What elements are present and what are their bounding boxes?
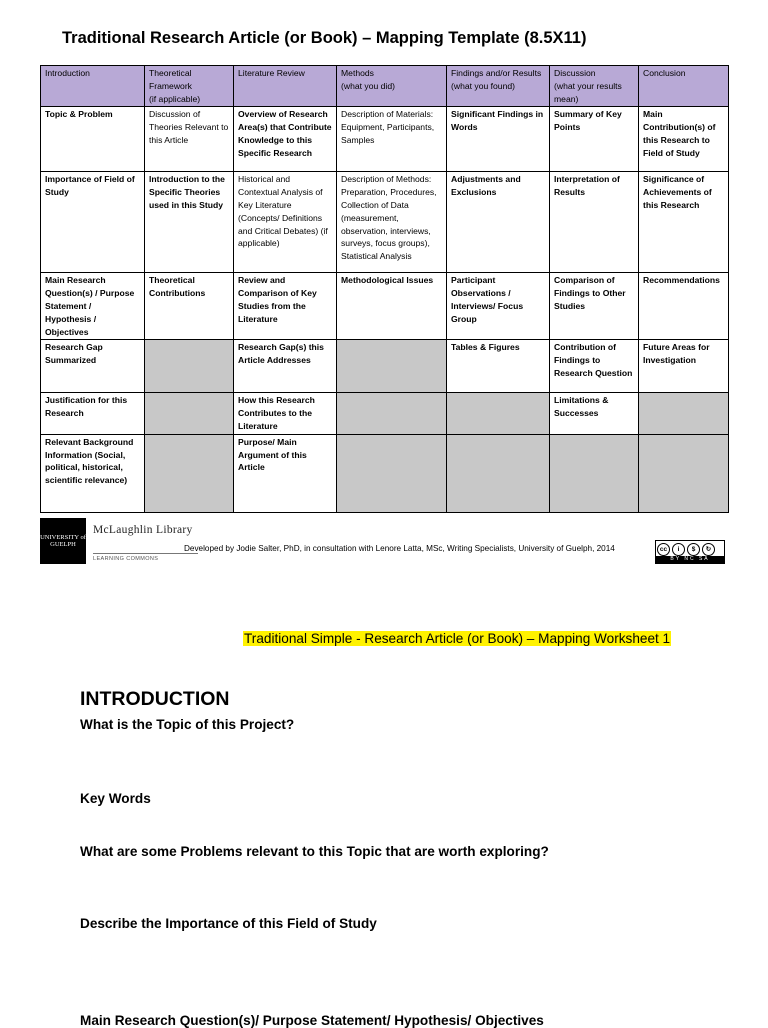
empty-cell [337,340,447,393]
section-heading: INTRODUCTION [80,688,230,710]
table-cell: Future Areas for Investigation [639,340,729,393]
noncommercial-icon: $ [687,543,700,556]
table-cell: Comparison of Findings to Other Studies [550,273,639,340]
table-cell: Theoretical Contributions [145,273,234,340]
empty-cell [550,434,639,512]
table-row [41,434,729,512]
library-logo [40,518,200,566]
license-terms: BY NC SA [656,556,724,563]
logo-divider [93,553,198,554]
table-cell: Discussion of Theories Relevant to this Article [145,107,234,172]
table-cell: Tables & Figures [447,340,550,393]
attribution-icon: i [672,543,685,556]
table-cell: How this Research Contributes to the Literature [234,393,337,434]
table-cell: Topic & Problem [41,107,145,172]
table-cell: Summary of Key Points [550,107,639,172]
table-cell: Interpretation of Results [550,172,639,273]
table-row [41,172,729,273]
table-cell: Historical and Contextual Analysis of Key Literature (Concepts/ Definitions and Critical Debates) (if applicable) [234,172,337,273]
empty-cell [145,434,234,512]
header-methods: Methods (what you did) [337,66,447,107]
empty-cell [337,434,447,512]
empty-cell [639,434,729,512]
worksheet-title: Traditional Simple - Research Article (or Book) – Mapping Worksheet 1 [244,631,671,646]
table-cell: Research Gap Summarized [41,340,145,393]
table-cell: Main Research Question(s) / Purpose Statement / Hypothesis / Objectives [41,273,145,340]
table-row [41,273,729,340]
table-header-row [41,66,729,107]
table-cell: Recommendations [639,273,729,340]
table-cell: Significance of Achievements of this Research [639,172,729,273]
question-research-questions: Main Research Question(s)/ Purpose Statement/ Hypothesis/ Objectives [80,1013,544,1028]
table-cell: Justification for this Research [41,393,145,434]
table-cell: Overview of Research Area(s) that Contribute Knowledge to this Specific Research [234,107,337,172]
table-cell: Relevant Background Information (Social, political, historical, scientific relevance) [41,434,145,512]
empty-cell [145,393,234,434]
empty-cell [447,393,550,434]
table-cell: Participant Observations / Interviews/ Focus Group [447,273,550,340]
question-key-words: Key Words [80,791,151,806]
sharealike-icon: ↻ [702,543,715,556]
empty-cell [145,340,234,393]
table-cell: Methodological Issues [337,273,447,340]
table-cell: Adjustments and Exclusions [447,172,550,273]
table-cell: Description of Materials: Equipment, Participants, Samples [337,107,447,172]
mapping-table [40,65,729,513]
header-theoretical-framework: Theoretical Framework (if applicable) [145,66,234,107]
library-name: McLaughlin Library [93,524,193,536]
table-cell: Purpose/ Main Argument of this Article [234,434,337,512]
document-title: Traditional Research Article (or Book) – Mapping Template (8.5X11) [62,29,587,47]
table-cell: Contribution of Findings to Research Question [550,340,639,393]
creative-commons-badge [655,540,725,564]
empty-cell [447,434,550,512]
table-cell: Main Contribution(s) of this Research to Field of Study [639,107,729,172]
cc-icon: cc [657,543,670,556]
table-cell: Review and Comparison of Key Studies from the Literature [234,273,337,340]
header-findings: Findings and/or Results (what you found) [447,66,550,107]
header-introduction: Introduction [41,66,145,107]
table-row [41,107,729,172]
question-problems: What are some Problems relevant to this Topic that are worth exploring? [80,844,549,859]
table-cell: Description of Methods: Preparation, Procedures, Collection of Data (measurement, observation, interviews, surveys, focus groups), Statistical Analysis [337,172,447,273]
library-subtitle: LEARNING COMMONS [93,556,159,562]
table-row [41,393,729,434]
table-cell: Significant Findings in Words [447,107,550,172]
university-logo-mark: UNIVERSITY of GUELPH [40,518,86,564]
table-cell: Introduction to the Specific Theories used in this Study [145,172,234,273]
table-cell: Research Gap(s) this Article Addresses [234,340,337,393]
table-cell: Importance of Field of Study [41,172,145,273]
question-importance: Describe the Importance of this Field of Study [80,916,377,931]
empty-cell [337,393,447,434]
table-cell: Limitations & Successes [550,393,639,434]
header-conclusion: Conclusion [639,66,729,107]
empty-cell [639,393,729,434]
header-discussion: Discussion (what your results mean) [550,66,639,107]
table-row [41,340,729,393]
question-topic: What is the Topic of this Project? [80,717,295,732]
credit-line: Developed by Jodie Salter, PhD, in consultation with Lenore Latta, MSc, Writing Specialists, University of Guelph, 2014 [184,544,615,553]
header-literature-review: Literature Review [234,66,337,107]
